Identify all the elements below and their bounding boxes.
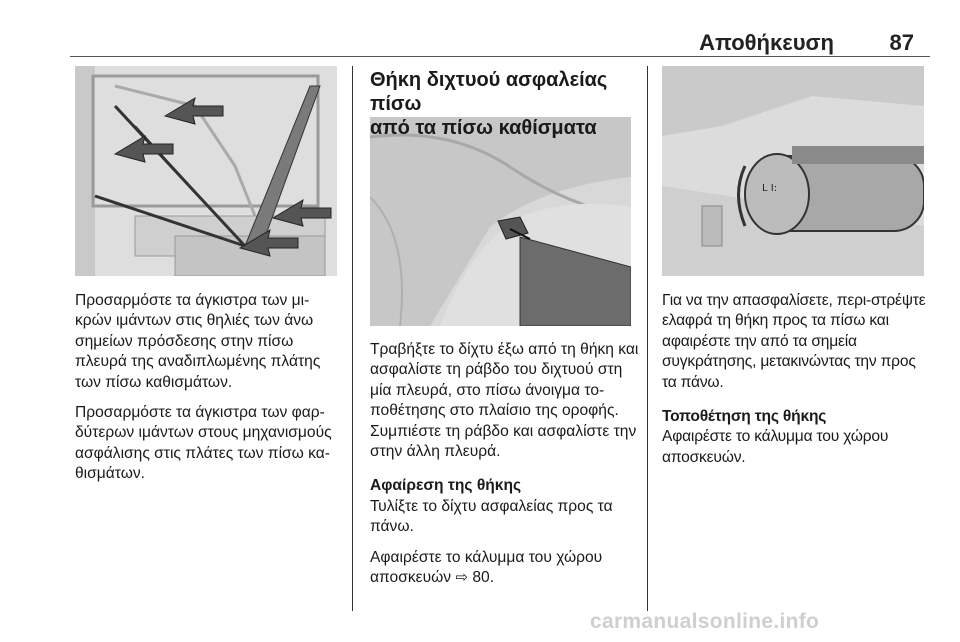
figure-net-rod (370, 117, 631, 326)
column-divider-1 (352, 66, 353, 611)
heading-installation: Τοποθέτηση της θήκης (662, 408, 827, 426)
paragraph-install: Αφαιρέστε το κάλυμμα του χώρου αποσκευών. (662, 428, 889, 466)
paragraph-pull-net: Τραβήξτε το δίχτυ έξω από τη θήκη και ασφαλίστε τη ράβδο του διχτυού στη μία πλευρά, στο πίσω άνοιγμα το-ποθέτησης στο πλαίσιο της οροφής. Συμπιέστε τη ράβδο και ασφαλίστε την στην άλλη πλευρά. (370, 341, 639, 461)
paragraph-remove-cover (370, 548, 640, 589)
paragraph-attach-wide-straps: Προσαρμόστε τα άγκιστρα των φαρ-δύτερων ιμάντων στους μηχανισμούς ασφάλισης στις πλάτες των πίσω κα-θισμάτων. (75, 404, 332, 483)
heading-removal: Αφαίρεση της θήκης (370, 477, 522, 495)
watermark: carmanualsonline.info (590, 610, 820, 633)
section-title-line-2: από τα πίσω καθίσματα (370, 117, 597, 139)
arrow-right-icon: ⇨ (455, 569, 469, 587)
figure-net-cassette (662, 66, 924, 276)
column-1 (75, 291, 345, 495)
cover-text: Αφαιρέστε το κάλυμμα του χώρου αποσκευών (370, 548, 603, 587)
paragraph-attach-small-straps: Προσαρμόστε τα άγκιστρα των μι-κρών ιμάντων στις θηλιές των άνω σημείων πρόσδεσης στην πίσω πλευρά της αναδιπλωμένης πλάτης των πίσω καθισμάτων. (75, 292, 321, 391)
column-3 (662, 291, 934, 478)
figure-seat-straps (75, 66, 337, 276)
header-rule (70, 56, 930, 57)
page-number: 87 (889, 30, 914, 55)
column-divider-2 (647, 66, 648, 611)
section-title-line-1: Θήκη διχτυού ασφαλείας πίσω (370, 69, 608, 115)
cover-page-ref[interactable]: 80. (472, 569, 495, 587)
paragraph-release-cassette: Για να την απασφαλίσετε, περι-στρέψτε ελαφρά τη θήκη προς τα πίσω και αφαιρέστε την από τα σημεία συγκράτησης, μετακινώντας την προς τα πάνω. (662, 292, 926, 391)
page-header (70, 0, 930, 62)
column-2 (370, 68, 640, 140)
paragraph-roll-up-net: Τυλίξτε το δίχτυ ασφαλείας προς τα πάνω. (370, 497, 613, 536)
svg-text:L I:: L I: (762, 183, 778, 194)
page-title: Αποθήκευση (699, 30, 834, 55)
column-2-body (370, 340, 640, 598)
